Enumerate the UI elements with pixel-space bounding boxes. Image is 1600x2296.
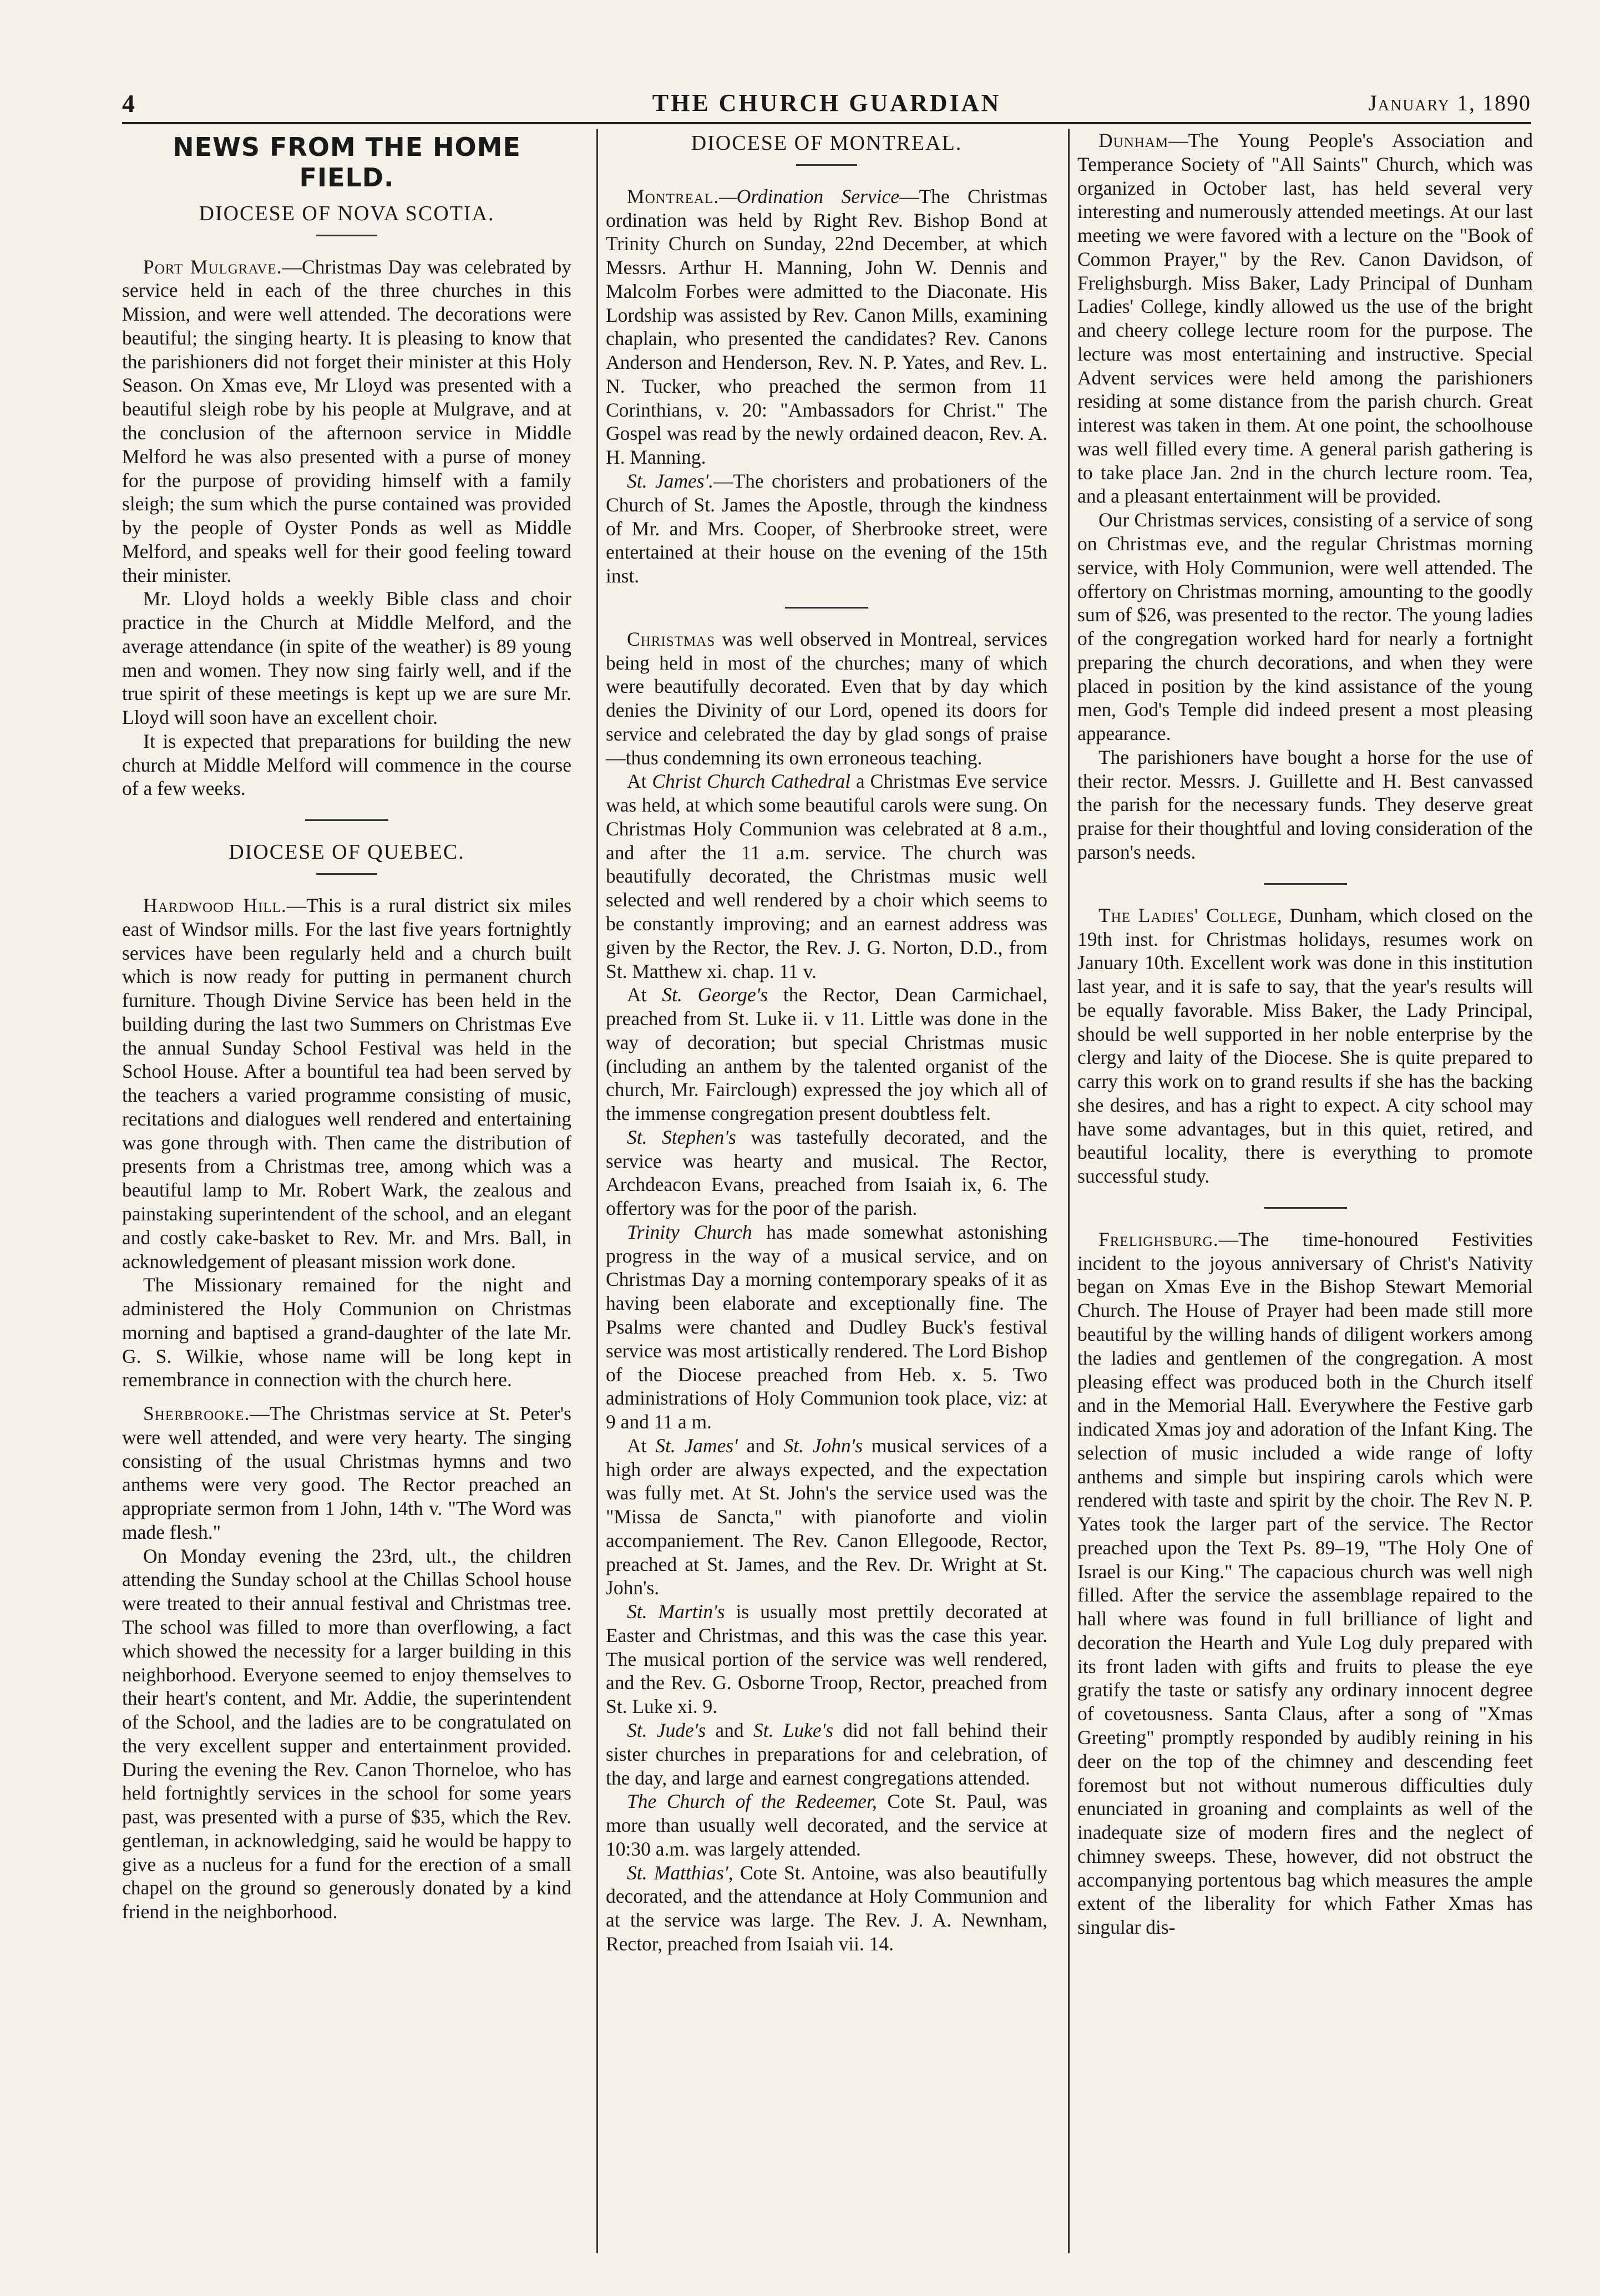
issue-date: January 1, 1890 [1368,90,1531,115]
paragraph-text: is usually most prettily decorated at Easter and Christmas, and this was the case this year. The musical portion of the service was well rendered, and the Rev. G. Osborne Troop, Rector, preached from St. Luke xi. 9. [606,1600,1047,1718]
dateline: Dunham [1098,129,1169,151]
paper-name: THE CHURCH GUARDIAN [652,89,1001,116]
article-paragraph [122,255,571,587]
column-1 [122,129,571,2253]
paragraph-text: musical services of a high order are always expected, and the expectation was fully met. At St. John's the service used was the "Missa de Sancta," with pianoforte and violin accompaniement. The Rev. Canon Ellegoode, Rector, preached at St. James, and the Rev. Dr. Wright at St. John's. [606,1434,1047,1599]
diocese-heading-montreal: DIOCESE OF MONTREAL. [691,131,963,155]
article-paragraph [1077,1228,1533,1939]
newspaper-page [122,83,1531,2258]
masthead [122,83,1531,124]
church-name: St. Stephen's [627,1126,736,1148]
columns [122,129,1531,2253]
article-paragraph [122,894,571,1273]
article-paragraph [606,185,1047,469]
church-name: Trinity Church [627,1220,752,1243]
paragraph-text: —The time-honoured Festivities incident to the joyous anniversary of Christ's Nativity began on Xmas Eve in the Bishop Stewart Memorial Church. The House of Prayer had been made still more beautiful by the willing hands of diligent workers among the ladies and gentlemen of the congregation. A most pleasing effect was produced both in the Church itself and in the Memorial Hall. Everywhere the Festive garb indicated Xmas joy and adoration of the Infant King. The selection of music included a wide range of lofty anthems and simple but inspiring carols which were rendered with taste and spirit by the choir. The Rev N. P. Yates took the larger part of the service. The Rector preached upon the Text Ps. 89–19, "The Holy One of Israel is our King." The capacious church was well nigh filled. After the service the assemblage repaired to the hall where was found in full brilliance of light and decoration the Hearth and Yule Log duly prepared with its front laden with gifts and fruits to please the eye gratify the taste or satisfy any ordinary innocent degree of covetousness. Santa Claus, after a song of "Xmas Greeting" promptly responded by audibly reining in his deer on the top of the chimney and descending feet foremost but not without numerous difficulties duly enunciated in groaning and complaints as well of the inadequate size of modern fires and the neglect of chimney sweeps. These, however, did not obstruct the accompanying portentous bag which measures the ample extent of the liberality for which Father Xmas has singular dis- [1077,1228,1533,1939]
dateline: Christmas [627,627,716,650]
section-title: NEWS FROM THE HOME FIELD. [173,132,521,193]
article-paragraph: Mr. Lloyd holds a weekly Bible class and choir practice in the Church at Middle Melford, and the average attendance (in spite of the weather) is 89 young men and women. They now sing fairly well, and if the true spirit of these meetings is kept up we are sure Mr. Lloyd will soon have an excellent choir. [122,587,571,729]
divider [1264,883,1347,885]
paragraph-text: was tastefully decorated, and the service was hearty and musical. The Rector, Archdeacon Evans, preached from Isaiah ix, 6. The offertory was for the poor of the parish. [606,1126,1047,1220]
paragraph-text: At [627,1434,656,1457]
church-name: St. Jude's [627,1719,706,1742]
dateline: Sherbrooke. [143,1402,250,1425]
divider [785,607,868,609]
dateline: Montreal. [627,185,720,207]
article-paragraph [606,1126,1047,1220]
paragraph-text: the Rector, Dean Carmichael, preached from St. Luke ii. v 11. Little was done in the way of decoration; but special Christmas music (including an anthem by the talented organist of the church, Mr. Fairclough) expressed the joy which all of the immense congregation present doubtless felt. [606,984,1047,1125]
paragraph-text: At [627,984,662,1006]
paragraph-text: and [737,1434,784,1457]
divider [305,819,388,821]
paragraph-text: Cote St. Antoine, was also beautifully decorated, and the attendance at Holy Communion and at the service was large. The Rev. J. A. Newnham, Rector, preached from Isaiah vii. 14. [606,1861,1047,1955]
divider [316,235,377,236]
church-name: St. Martin's [627,1600,725,1623]
dateline: The Ladies' College, [1098,904,1283,926]
paragraph-text: Cote St. Paul, was more than usually well decorated, and the service at 10:30 a.m. was largely attended. [606,1790,1047,1860]
church-name: St. John's [783,1434,863,1457]
church-name: The Church of the Redeemer, [627,1790,877,1813]
divider [316,873,377,875]
article-paragraph [606,769,1047,983]
paragraph-text: —The Christmas ordination was held by Right Rev. Bishop Bond at Trinity Church on Sunday, 22nd December, at which Messrs. Arthur H. Manning, John W. Dennis and Malcolm Forbes were admitted to the Diaconate. His Lordship was assisted by Rev. Canon Mills, examining chaplain, who presented the candidates? Rev. Canons Anderson and Henderson, Rev. N. P. Yates, and Rev. L. N. Tucker, who preached the sermon from 11 Corinthians, v. 20: "Ambassadors for Christ." The Gospel was read by the newly ordained deacon, Rev. A. H. Manning. [606,185,1047,469]
article-paragraph [122,1402,571,1544]
article-paragraph [606,1790,1047,1861]
paragraph-text: At [627,770,652,793]
column-3 [1068,129,1533,2253]
page-number: 4 [122,89,135,118]
article-paragraph [1077,129,1533,508]
article-paragraph: Our Christmas services, consisting of a service of song on Christmas eve, and the regular Christmas morning service, with Holy Communion, were well attended. The offertory on Christmas morning, amounting to the goodly sum of $26, was presented to the rector. The young ladies of the congregation worked hard for nearly a fortnight preparing the church decorations, and when they were placed in position by the kind assistance of the young men, God's Temple did indeed present a most pleasing appearance. [1077,509,1533,745]
dateline: Frelighsburg. [1098,1228,1219,1250]
church-name: St. James'. [627,469,713,492]
paragraph-text: —The Young People's Association and Temperance Society of "All Saints" Church, which was organized in October last, has held several very interesting and numerously attended meetings. At our last meeting we were favored with a lecture on the "Book of Common Prayer," by the Rev. Canon Davidson, of Frelighsburgh. Miss Baker, Lady Principal of Dunham Ladies' College, kindly allowed us the use of the bright and cheery college lecture room for the purpose. The lecture was most entertaining and instructive. Special Advent services were held among the parishioners residing at some distance from the parish church. Great interest was taken in them. At one point, the schoolhouse was well filled every time. A general parish gathering is to take place Jan. 2nd in the church lecture room. Tea, and a pleasant entertainment will be provided. [1077,129,1533,508]
paragraph-text: —Christmas Day was celebrated by service held in each of the three churches in this Mission, and were well attended. The decorations were beautiful; the singing hearty. It is pleasing to know that the parishioners did not forget their minister at this Holy Season. On Xmas eve, Mr Lloyd was presented with a beautiful sleigh robe by his people at Mulgrave, and at the conclusion of the afternoon service in Middle Melford he was also presented with a purse of money for the purpose of providing himself with a family sleigh; the sum which the purse contained was provided by the people of Oyster Ponds as well as Middle Melford, and speaks well for their good feeling toward their minister. [122,255,571,586]
article-paragraph [606,627,1047,770]
church-name: Christ Church Cathedral [652,770,851,793]
article-paragraph [606,1719,1047,1790]
church-name: St. James' [655,1434,738,1457]
subhead: —Ordination Service [719,185,899,207]
divider [796,164,857,166]
paragraph-text: did not fall behind their sister churches in preparations for and celebration, of the day, and large and earnest congregations attended. [606,1719,1047,1789]
church-name: St. George's [662,984,768,1006]
paragraph-text: —The choristers and probationers of the Church of St. James the Apostle, through the kindness of Mr. and Mrs. Cooper, of Sherbrooke street, were entertained at their house on the evening of the 15th inst. [606,469,1047,587]
diocese-heading-nova-scotia: DIOCESE OF NOVA SCOTIA. [199,201,495,225]
article-paragraph [606,1861,1047,1956]
column-2 [596,129,1047,2253]
paragraph-text: Dunham, which closed on the 19th inst. for Christmas holidays, resumes work on January 10th. Excellent work was done in this institution last year, and it is safe to say, that the year's results will be equally favorable. Miss Baker, the Lady Principal, should be well supported in her noble enterprise by the clergy and laity of the Diocese. She is quite prepared to carry this work on to grand results if she has the backing she desires, and has a right to expect. A city school may have some advantages, but in this quiet, retired, and beautiful locality, there is everything to promote successful study. [1077,904,1533,1188]
diocese-heading-quebec: DIOCESE OF QUEBEC. [229,840,465,864]
article-paragraph [606,983,1047,1126]
article-paragraph [606,1434,1047,1600]
article-paragraph [606,1220,1047,1434]
article-paragraph [606,1600,1047,1719]
article-paragraph [1077,904,1533,1188]
dateline: Hardwood Hill. [143,894,287,917]
article-paragraph [606,469,1047,588]
paragraph-text: and [706,1719,753,1742]
paragraph-text: —This is a rural district six miles east of Windsor mills. For the last five years fortnightly services have been regularly held and a church built which is now ready for putting in permanent church furniture. Though Divine Service has been held in the building during the last two Summers on Christmas Eve the annual Sunday School Festival was held in the School House. After a bountiful tea had been served by the teachers a varied programme consisting of music, recitations and dialogues well rendered and entertaining was gone through with. Then came the distribution of presents from a Christmas tree, among which was a beautiful lamp to Mr. Robert Wark, the zealous and painstaking superintendent of the school, and an elegant and costly cake-basket to Rev. Mr. and Mrs. Ball, in acknowledgement of pleasant mission work done. [122,894,571,1273]
dateline: Port Mulgrave. [143,255,282,278]
paragraph-text: has made somewhat astonishing progress in the way of a musical service, and on Christmas Day a morning contemporary speaks of it as having been elaborate and exceptionally fine. The Psalms were chanted and Dudley Buck's festival service was most artistically rendered. The Lord Bishop of the Diocese preached from Heb. x. 5. Two administrations of Holy Communion took place, viz: at 9 and 11 a m. [606,1220,1047,1433]
paragraph-text: —The Christmas service at St. Peter's were well attended, and were very hearty. The singing consisting of the usual Christmas hymns and two anthems were very good. The Rector preached an appropriate sermon from 1 John, 14th v. "The Word was made flesh." [122,1402,571,1543]
church-name: St. Luke's [753,1719,834,1742]
church-name: St. Matthias', [627,1861,733,1884]
paragraph-text: a Christmas Eve service was held, at which some beautiful carols were sung. On Christmas Holy Communion was celebrated at 8 a.m., and after the 11 a.m. service. The church was beautifully decorated, the Christmas music well selected and well rendered by a choir which seems to be constantly improving; and an earnest address was given by the Rector, the Rev. J. G. Norton, D.D., from St. Matthew xi. chap. 11 v. [606,770,1047,982]
article-paragraph: It is expected that preparations for building the new church at Middle Melford will commence in the course of a few weeks. [122,729,571,800]
divider [1264,1207,1347,1209]
article-paragraph: The Missionary remained for the night and administered the Holy Communion on Christmas morning and baptised a grand-daughter of the late Mr. G. S. Wilkie, whose name will be long kept in remembrance in connection with the church here. [122,1274,571,1391]
paragraph-text: was well observed in Montreal, services being held in most of the churches; many of which were beautifully decorated. Even that by day which denies the Divinity of our Lord, opened its doors for service and celebrated the day by glad songs of praise—thus condemning its own erroneous teaching. [606,627,1047,769]
article-paragraph: The parishioners have bought a horse for the use of their rector. Messrs. J. Guillette and H. Best canvassed the parish for the necessary funds. They deserve great praise for their thoughtful and loving consideration of the parson's needs. [1077,746,1533,863]
article-paragraph: On Monday evening the 23rd, ult., the children attending the Sunday school at the Chillas School house were treated to their annual festival and Christmas tree. The school was filled to more than overflowing, a fact which showed the necessity for a larger building in this neighborhood. Everyone seemed to enjoy themselves to their heart's content, and Mr. Addie, the superintendent of the School, and the ladies are to be congratulated on the very excellent supper and entertainment provided. During the evening the Rev. Canon Thorneloe, who has held fortnightly services in the school for some years past, was presented with a purse of $35, which the Rev. gentleman, in acknowledging, said he would be happy to give as a nucleus for a fund for the erection of a small chapel on the ground so generously donated by a kind friend in the neighborhood. [122,1544,571,1923]
